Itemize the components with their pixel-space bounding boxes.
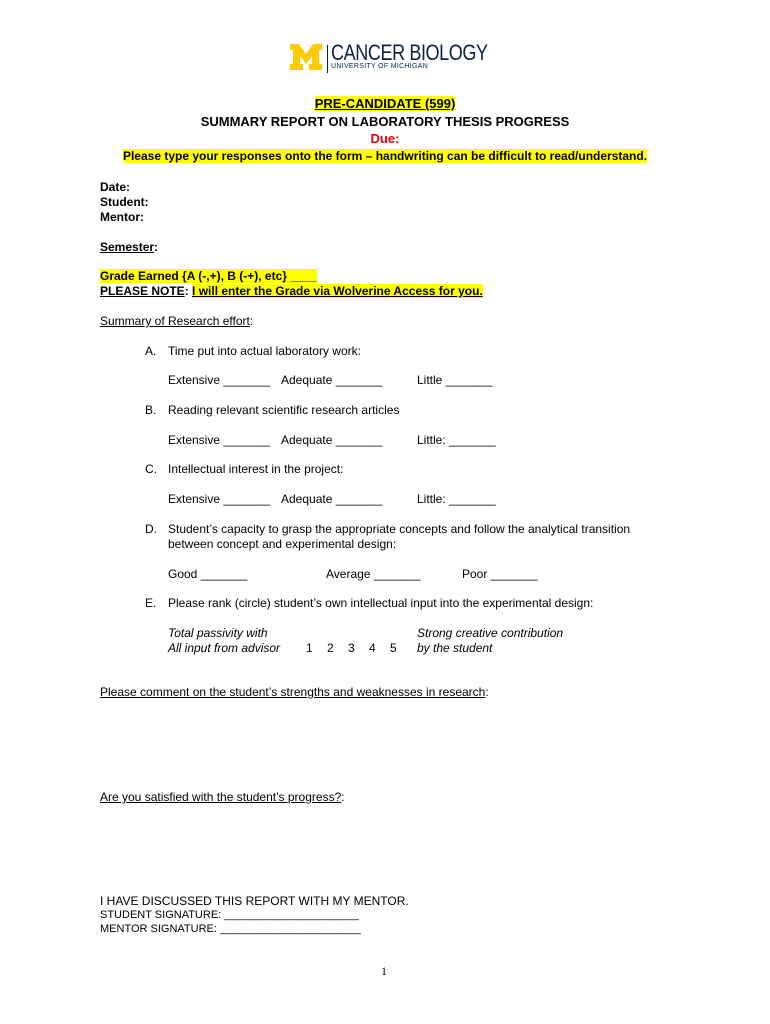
item-b-letter: B. (145, 403, 157, 417)
item-e-right-1: Strong creative contribution (417, 626, 564, 640)
due-label: Due: (370, 131, 400, 146)
student-signature-line: STUDENT SIGNATURE: ______________________ (100, 909, 359, 921)
item-a-extensive: Extensive _______ (168, 373, 271, 387)
item-c-letter: C. (145, 462, 157, 476)
summary-heading: Summary of Research effort: (100, 314, 254, 328)
title-line-2: SUMMARY REPORT ON LABORATORY THESIS PROGRESS (200, 114, 570, 129)
scale-3[interactable]: 3 (348, 641, 355, 655)
page-number: 1 (381, 964, 387, 978)
item-a-little: Little _______ (417, 373, 493, 387)
item-c-extensive: Extensive _______ (168, 492, 271, 506)
scale-1[interactable]: 1 (306, 641, 313, 655)
discussed-statement: I HAVE DISCUSSED THIS REPORT WITH MY MENTOR. (100, 894, 409, 908)
scale-4[interactable]: 4 (369, 641, 376, 655)
grade-earned: Grade Earned {A (-,+), B (-+), etc} ____ (100, 269, 317, 283)
item-e-right-2: by the student (417, 641, 493, 655)
item-d-question-cont: between concept and experimental design: (168, 537, 397, 551)
semester-label: Semester: (100, 240, 159, 254)
item-e-letter: E. (145, 596, 157, 610)
item-c-little: Little: _______ (417, 492, 496, 506)
mentor-signature-line: MENTOR SIGNATURE: _______________________ (100, 923, 361, 935)
item-b-question: Reading relevant scientific research articles (168, 403, 400, 417)
satisfied-prompt: Are you satisfied with the student’s progress?: (100, 790, 345, 804)
instruction-line: Please type your responses onto the form – handwriting can be difficult to read/understand. (122, 149, 648, 163)
logo-divider (327, 45, 328, 73)
strengths-prompt: Please comment on the student’s strengths and weaknesses in research: (100, 685, 489, 699)
mentor-label: Mentor: (100, 210, 144, 224)
title-line-1: PRE-CANDIDATE (599) (314, 96, 456, 111)
logo-text (331, 40, 522, 70)
scale-2[interactable]: 2 (327, 641, 334, 655)
item-a-letter: A. (145, 344, 157, 358)
item-b-adequate: Adequate _______ (281, 433, 383, 447)
item-d-question: Student’s capacity to grasp the appropriate concepts and follow the analytical transition (168, 522, 631, 536)
item-e-left-2: All input from advisor (168, 641, 281, 655)
item-c-adequate: Adequate _______ (281, 492, 383, 506)
item-a-adequate: Adequate _______ (281, 373, 383, 387)
logo-subtitle: UNIVERSITY OF MICHIGAN (331, 63, 429, 70)
block-m-icon (290, 44, 322, 70)
item-e-left-1: Total passivity with (168, 626, 268, 640)
item-e-question: Please rank (circle) student’s own intellectual input into the experimental design: (168, 596, 594, 610)
item-d-good: Good _______ (168, 567, 248, 581)
scale-5[interactable]: 5 (390, 641, 397, 655)
item-d-average: Average _______ (326, 567, 421, 581)
item-d-poor: Poor _______ (462, 567, 538, 581)
item-d-letter: D. (145, 522, 157, 536)
item-c-question: Intellectual interest in the project: (168, 462, 344, 476)
please-note: PLEASE NOTE: I will enter the Grade via Wolverine Access for you. (100, 284, 483, 298)
date-label: Date: (100, 180, 131, 194)
item-b-little: Little: _______ (417, 433, 496, 447)
item-b-extensive: Extensive _______ (168, 433, 271, 447)
logo-title: CANCER BIOLOGY (331, 40, 488, 65)
student-label: Student: (100, 195, 149, 209)
item-a-question: Time put into actual laboratory work: (168, 344, 361, 358)
